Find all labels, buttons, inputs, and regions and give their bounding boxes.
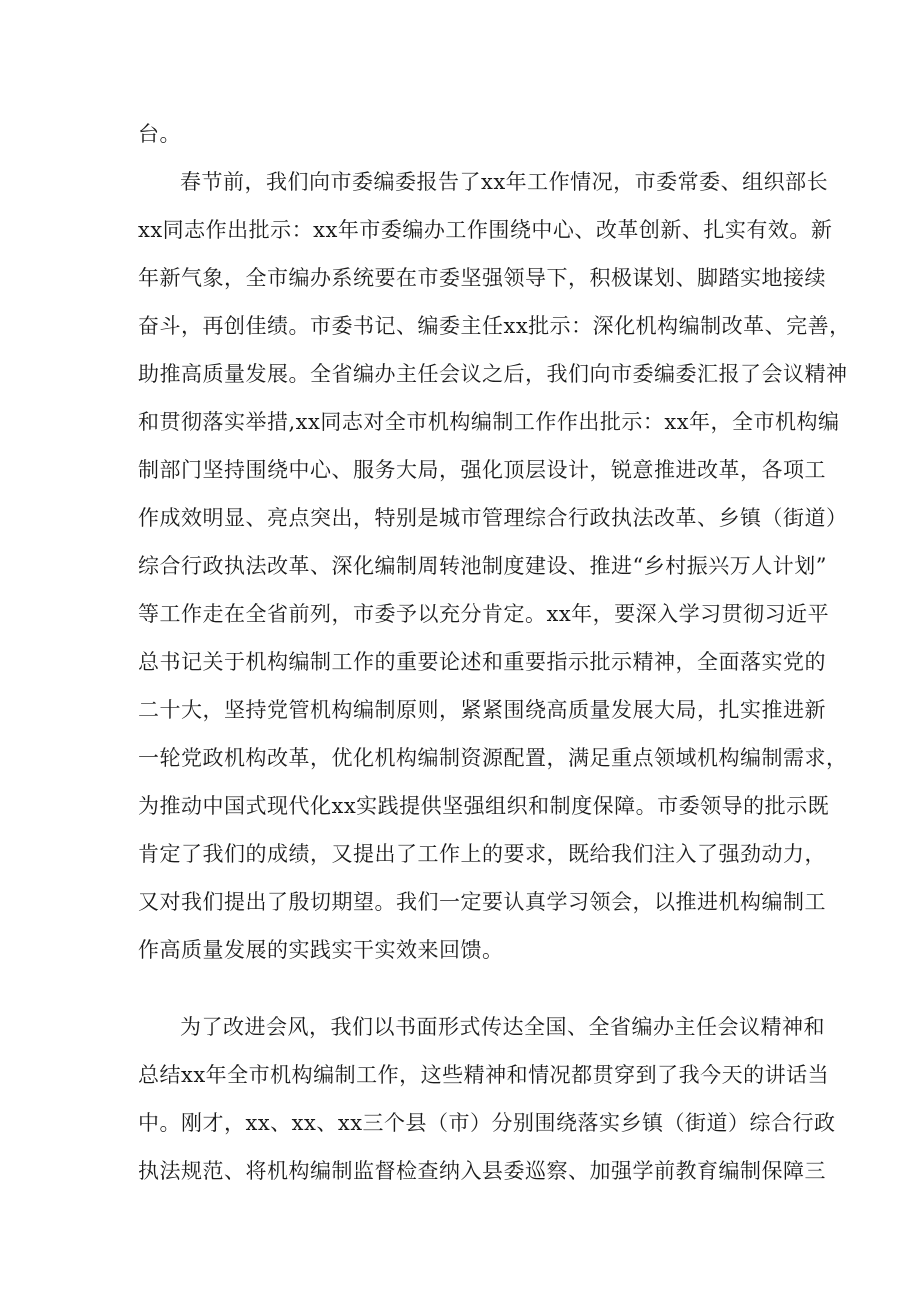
text-line: 肯定了我们的成绩，又提出了工作上的要求，既给我们注入了强劲动力， [138, 842, 826, 866]
text-line: 总结xx年全市机构编制工作，这些精神和情况都贯穿到了我今天的讲话当 [138, 1063, 830, 1087]
text-line: 执法规范、将机构编制监督检查纳入县委巡察、加强学前教育编制保障三 [138, 1159, 826, 1183]
text-line: 一轮党政机构改革，优化机构编制资源配置，满足重点领域机构编制需求， [138, 746, 848, 770]
text-line: xx同志作出批示：xx年市委编办工作围绕中心、改革创新、扎实有效。新 [138, 218, 833, 242]
text-line: 总书记关于机构编制工作的重要论述和重要指示批示精神，全面落实党的 [138, 650, 826, 674]
text-line: 中。刚才，xx、xx、xx三个县（市）分别围绕落实乡镇（街道）综合行政 [138, 1111, 836, 1135]
text-line: 和贯彻落实举措,xx同志对全市机构编制工作作出批示：xx年，全市机构编 [138, 410, 840, 434]
text-line: 综合行政执法改革、深化编制周转池制度建设、推进“乡村振兴万人计划” [138, 554, 827, 578]
text-line: 等工作走在全省前列，市委予以充分肯定。xx年，要深入学习贯彻习近平 [138, 602, 830, 626]
paragraph-first-line: 春节前，我们向市委编委报告了xx年工作情况，市委常委、组织部长 [180, 170, 829, 194]
text-line: 作高质量发展的实践实干实效来回馈。 [138, 938, 504, 962]
text-line: 为推动中国式现代化xx实践提供坚强组织和制度保障。市委领导的批示既 [138, 794, 830, 818]
text-line: 助推高质量发展。全省编办主任会议之后，我们向市委编委汇报了会议精神 [138, 362, 848, 386]
text-line: 又对我们提出了殷切期望。我们一定要认真学习领会，以推进机构编制工 [138, 890, 826, 914]
text-line: 制部门坚持围绕中心、服务大局，强化顶层设计，锐意推进改革，各项工 [138, 458, 826, 482]
text-line: 台。 [138, 122, 181, 146]
text-line: 年新气象，全市编办系统要在市委坚强领导下，积极谋划、脚踏实地接续 [138, 266, 826, 290]
text-line: 奋斗，再创佳绩。市委书记、编委主任xx批示：深化机构编制改革、完善， [138, 314, 851, 338]
text-line: 作成效明显、亮点突出，特别是城市管理综合行政执法改革、乡镇（街道） [138, 506, 848, 530]
text-line: 二十大，坚持党管机构编制原则，紧紧围绕高质量发展大局，扎实推进新 [138, 698, 826, 722]
paragraph-first-line: 为了改进会风，我们以书面形式传达全国、全省编办主任会议精神和 [180, 1015, 825, 1039]
